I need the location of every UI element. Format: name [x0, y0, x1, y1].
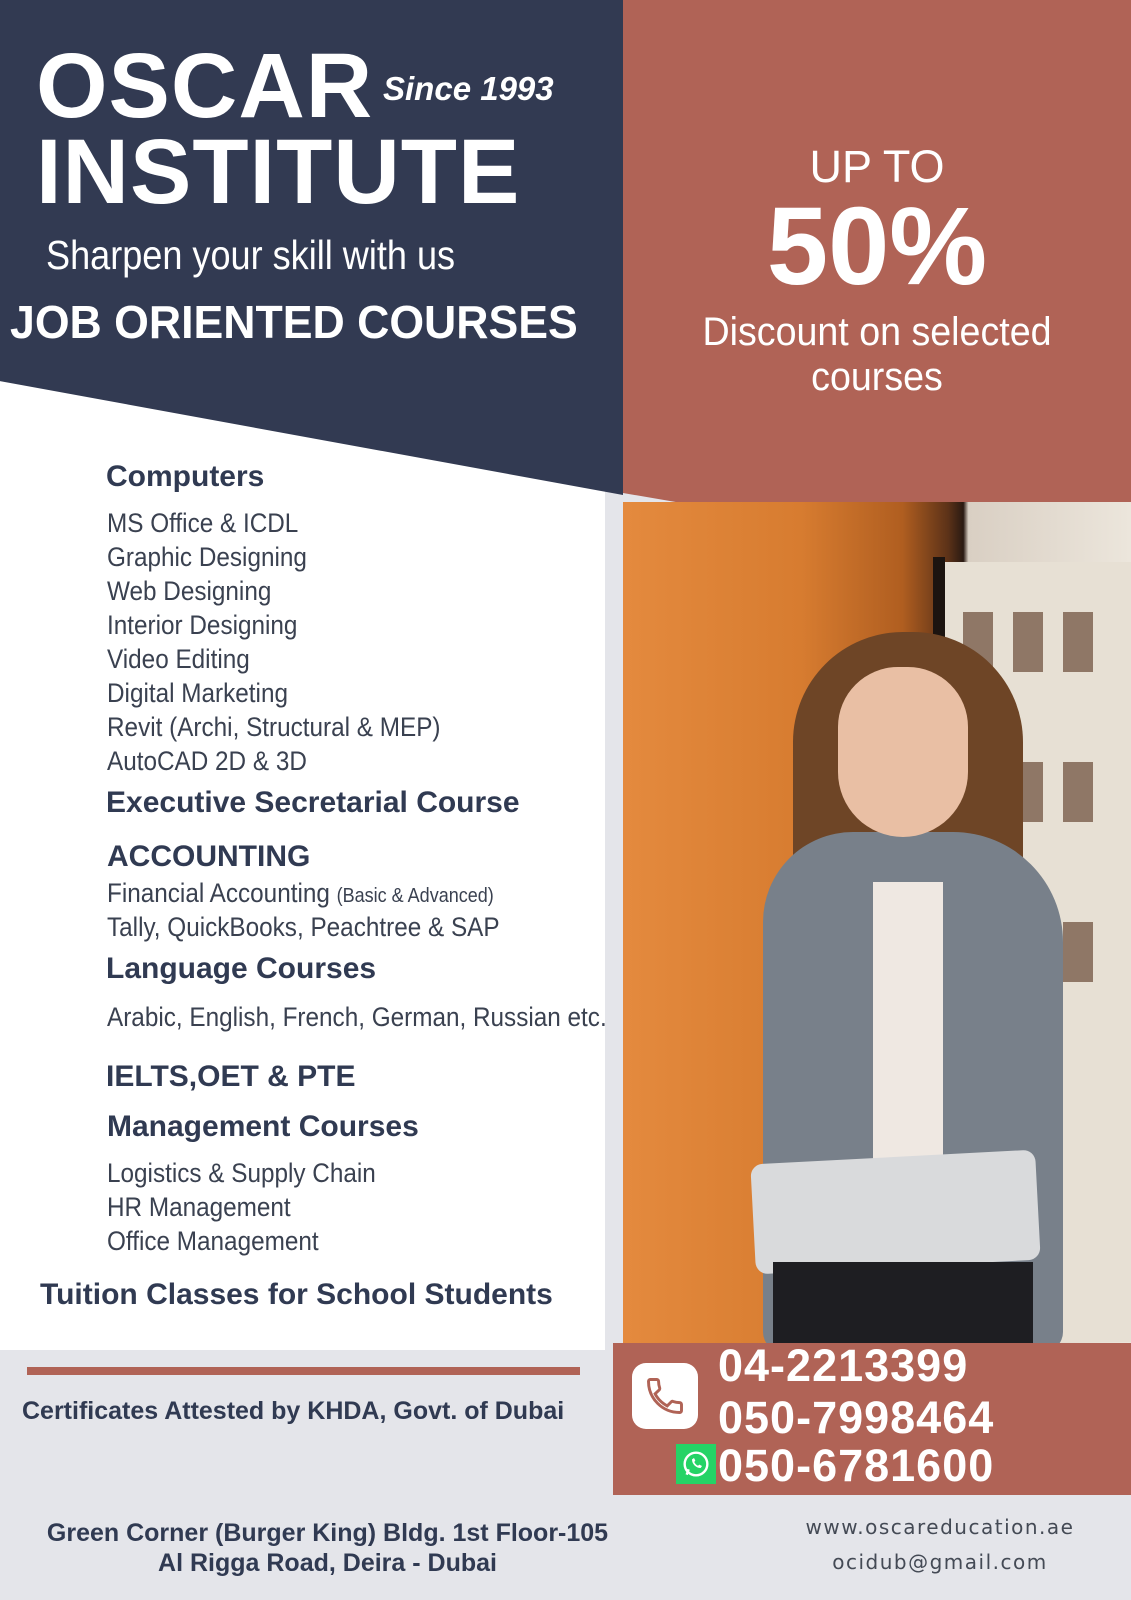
phone-number-1[interactable]: 04-2213399 [718, 1340, 969, 1391]
heading-executive-secretarial: Executive Secretarial Course [106, 786, 520, 819]
offer-description-line1: Discount on selected [702, 310, 1052, 354]
certificate-note: Certificates Attested by KHDA, Govt. of Dubai [22, 1397, 565, 1425]
brand-name-line2: INSTITUTE [36, 121, 521, 223]
discount-offer [623, 140, 1131, 400]
list-item: Video Editing [107, 644, 250, 674]
whatsapp-icon [676, 1444, 716, 1484]
tagline: Sharpen your skill with us [46, 232, 456, 278]
heading-computers: Computers [106, 460, 265, 493]
offer-description-line2: courses [811, 355, 943, 399]
list-item: Logistics & Supply Chain [107, 1158, 376, 1188]
heading-management-courses: Management Courses [107, 1110, 419, 1143]
student-photo [623, 502, 1131, 1343]
phone-number-2[interactable]: 050-7998464 [718, 1392, 995, 1443]
website-link[interactable]: www.oscareducation.ae [805, 1515, 1075, 1539]
brand-name-line1: OSCAR [36, 35, 374, 137]
phone-icon [632, 1363, 698, 1429]
list-item: Arabic, English, French, German, Russian etc. [107, 1002, 607, 1032]
list-item: HR Management [107, 1192, 291, 1222]
list-item: Graphic Designing [107, 542, 307, 572]
address-line1: Green Corner (Burger King) Bldg. 1st Floor-105 [46, 1519, 609, 1547]
list-item: AutoCAD 2D & 3D [107, 746, 307, 776]
financial-accounting-note: (Basic & Advanced) [336, 885, 494, 907]
list-item: Digital Marketing [107, 678, 288, 708]
heading-accounting: ACCOUNTING [107, 840, 311, 873]
list-item: Web Designing [107, 576, 272, 606]
financial-accounting: Financial Accounting [107, 878, 330, 908]
heading-language-courses: Language Courses [106, 952, 377, 985]
offer-up-to: UP TO [809, 141, 945, 192]
address [0, 1518, 655, 1578]
list-item: Office Management [107, 1226, 319, 1256]
divider-rule [27, 1367, 580, 1375]
list-item: Revit (Archi, Structural & MEP) [107, 712, 441, 742]
since-year: Since 1993 [383, 70, 554, 107]
offer-percent: 50% [766, 185, 988, 308]
job-oriented-title: JOB ORIENTED COURSES [10, 296, 578, 348]
list-item: MS Office & ICDL [107, 508, 299, 538]
address-line2: Al Rigga Road, Deira - Dubai [158, 1549, 497, 1577]
heading-ielts: IELTS,OET & PTE [106, 1060, 356, 1093]
list-item: Tally, QuickBooks, Peachtree & SAP [107, 912, 500, 942]
phone-number-whatsapp[interactable]: 050-6781600 [718, 1440, 995, 1491]
email-link[interactable]: ocidub@gmail.com [832, 1550, 1048, 1574]
list-item: Interior Designing [107, 610, 298, 640]
list-item [107, 878, 494, 909]
heading-tuition: Tuition Classes for School Students [40, 1278, 553, 1311]
